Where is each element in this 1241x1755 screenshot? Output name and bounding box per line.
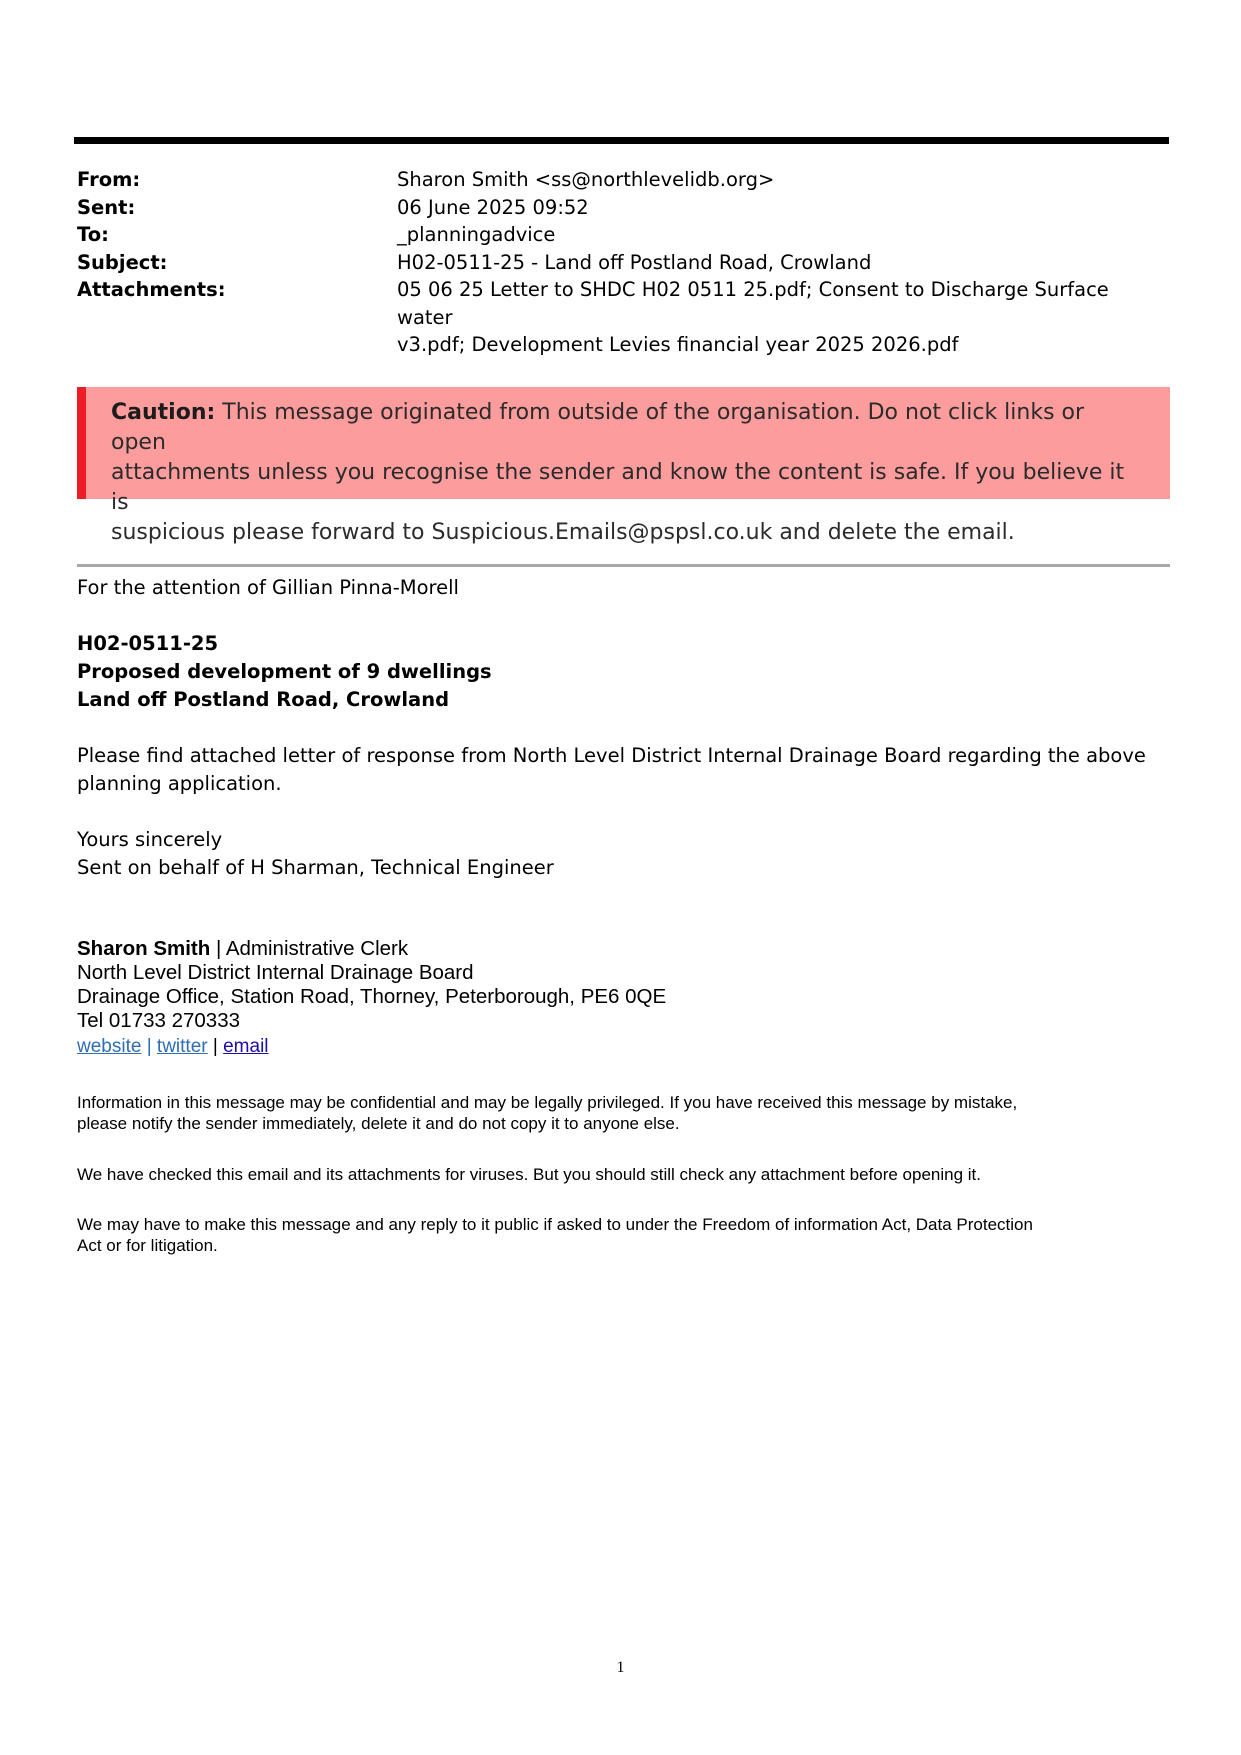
caution-line-3: suspicious please forward to Suspicious.Emails@pspsl.co.uk and delete the email. [111,520,1015,545]
caution-line-1: This message originated from outside of the organisation. Do not click links or open [111,400,1085,455]
signature-name: Sharon Smith [77,937,211,960]
header-top-rule [74,137,1169,144]
twitter-link[interactable]: twitter [156,1036,208,1057]
signature-links [77,1033,1167,1060]
confidentiality-disclaimer [77,1092,1167,1134]
to-row [77,221,1167,249]
attachments-value [397,276,1167,359]
caution-line-2: attachments unless you recognise the sender and know the content is safe. If you believe it is [111,460,1125,515]
from-value: Sharon Smith <ss@northlevelidb.org> [397,168,775,191]
from-label: From: [77,168,141,191]
attachments-line-2: v3.pdf; Development Levies financial year 2025 2026.pdf [397,333,959,356]
reference-development: Proposed development of 9 dwellings [77,660,492,683]
reference-number: H02-0511-25 [77,632,219,655]
website-link[interactable]: website [77,1036,142,1057]
signature-organisation: North Level District Internal Drainage Board [77,961,474,984]
closing-salutation: Yours sincerely [77,828,223,851]
closing-block [77,826,1167,882]
body-separator-rule [77,564,1170,567]
signature-address: Drainage Office, Station Road, Thorney, Peterborough, PE6 0QE [77,985,667,1008]
attachments-row [77,276,1167,359]
email-signature [77,937,1167,1060]
to-value: _planningadvice [397,223,556,246]
page-number: 1 [616,1659,625,1676]
confidentiality-line-2: please notify the sender immediately, delete it and do not copy it to anyone else. [77,1114,680,1133]
attention-line: For the attention of Gillian Pinna-Morell [77,576,459,599]
email-link[interactable]: email [223,1036,269,1057]
link-separator: | [141,1036,157,1057]
from-row [77,166,1167,194]
signature-role: | Administrative Clerk [210,937,409,960]
sent-row [77,194,1167,222]
caution-label: Caution: [111,400,216,425]
message-paragraph [77,742,1167,798]
signature-name-line [77,937,1167,961]
email-header [77,166,1167,359]
confidentiality-line-1: Information in this message may be confidential and may be legally privileged. If you have received this message by mistake, [77,1093,1018,1112]
foi-line-2: Act or for litigation. [77,1236,218,1255]
sent-value: 06 June 2025 09:52 [397,195,589,219]
attachments-line-1: 05 06 25 Letter to SHDC H02 0511 25.pdf; Consent to Discharge Surface water [397,278,1109,329]
caution-banner [77,387,1170,545]
message-line-1: Please find attached letter of response from North Level District Internal Drainage Board regarding the above [77,744,1146,767]
reference-block [77,630,1167,714]
attachments-label: Attachments: [77,278,226,301]
message-line-2: planning application. [77,772,282,795]
to-label: To: [77,223,109,246]
sent-label: Sent: [77,195,136,219]
closing-behalf: Sent on behalf of H Sharman, Technical Engineer [77,856,554,879]
subject-row [77,249,1167,277]
signature-telephone: Tel 01733 270333 [77,1009,241,1032]
foi-disclaimer [77,1214,1167,1256]
reference-location: Land off Postland Road, Crowland [77,688,450,711]
foi-line-1: We may have to make this message and any reply to it public if asked to under the Freedom of information Act, Data Protection [77,1215,1033,1234]
subject-label: Subject: [77,250,168,274]
subject-value: H02-0511-25 - Land off Postland Road, Crowland [397,250,872,274]
link-separator: | [207,1036,224,1057]
virus-disclaimer: We have checked this email and its attachments for viruses. But you should still check any attachment before opening it. [77,1165,981,1184]
